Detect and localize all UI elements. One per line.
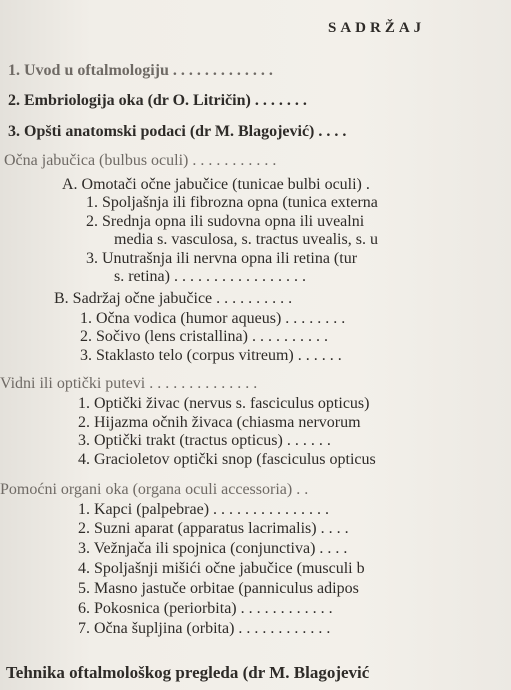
toc-item-b2: 2. Sočivo (lens cristallina) . . . . . . . . . . [80, 328, 328, 345]
toc-section-optic-paths: Vidni ili optički putevi . . . . . . . . . . . . . . [0, 375, 258, 392]
toc-item-acc-2: 2. Suzni aparat (apparatus lacrimalis) . . . . [78, 520, 349, 537]
toc-item-acc-6: 6. Pokosnica (periorbita) . . . . . . . . . . . . [78, 600, 333, 617]
toc-section-examination: Tehnika oftalmološkog pregleda (dr M. Blagojević [6, 663, 370, 682]
toc-item-optic-1: 1. Optički živac (nervus s. fasciculus opticus) [78, 395, 370, 412]
toc-subsection-a: A. Omotači očne jabučice (tunicae bulbi oculi) . [62, 176, 370, 193]
toc-item-acc-5: 5. Masno jastuče orbitae (panniculus adipos [78, 580, 359, 597]
toc-entry-1: 1. Uvod u oftalmologiju . . . . . . . . . . . . . [8, 62, 273, 79]
toc-section-accessory: Pomoćni organi oka (organa oculi accessoria) . . [0, 481, 309, 498]
toc-item-b3: 3. Staklasto telo (corpus vitreum) . . . . . . [80, 347, 342, 364]
toc-entry-3: 3. Opšti anatomski podaci (dr M. Blagojević) . . . . [8, 123, 347, 140]
toc-item-a2-cont: media s. vasculosa, s. tractus uvealis, s. u [114, 231, 378, 248]
toc-item-a2: 2. Srednja opna ili sudovna opna ili uvealni [86, 213, 365, 230]
toc-item-optic-3: 3. Optički trakt (tractus opticus) . . . . . . [78, 432, 331, 449]
toc-item-a3: 3. Unutrašnja ili nervna opna ili retina (tur [86, 250, 358, 267]
toc-section-bulbus: Očna jabučica (bulbus oculi) . . . . . . . . . . . [4, 152, 277, 169]
toc-item-optic-4: 4. Gracioletov optički snop (fasciculus opticus [78, 451, 376, 468]
toc-item-optic-2: 2. Hijazma očnih živaca (chiasma nervorum [78, 414, 361, 431]
toc-item-acc-3: 3. Vežnjača ili spojnica (conjunctiva) . . . . [78, 540, 348, 557]
toc-entry-2: 2. Embriologija oka (dr O. Litričin) . . . . . . . [8, 92, 307, 109]
toc-item-acc-1: 1. Kapci (palpebrae) . . . . . . . . . . . . . . . [78, 501, 330, 518]
toc-item-acc-4: 4. Spoljašnji mišići očne jabučice (musculi b [78, 560, 365, 577]
toc-item-a3-cont: s. retina) . . . . . . . . . . . . . . . . . [114, 268, 306, 285]
toc-item-a1: 1. Spoljašnja ili fibrozna opna (tunica externa [86, 194, 378, 211]
toc-subsection-b: B. Sadržaj očne jabučice . . . . . . . . . . [54, 290, 293, 307]
toc-item-acc-7: 7. Očna šupljina (orbita) . . . . . . . . . . . . [78, 620, 331, 637]
toc-item-b1: 1. Očna vodica (humor aqueus) . . . . . . . . [80, 310, 346, 327]
page-title: SADRŽAJ [328, 20, 426, 36]
